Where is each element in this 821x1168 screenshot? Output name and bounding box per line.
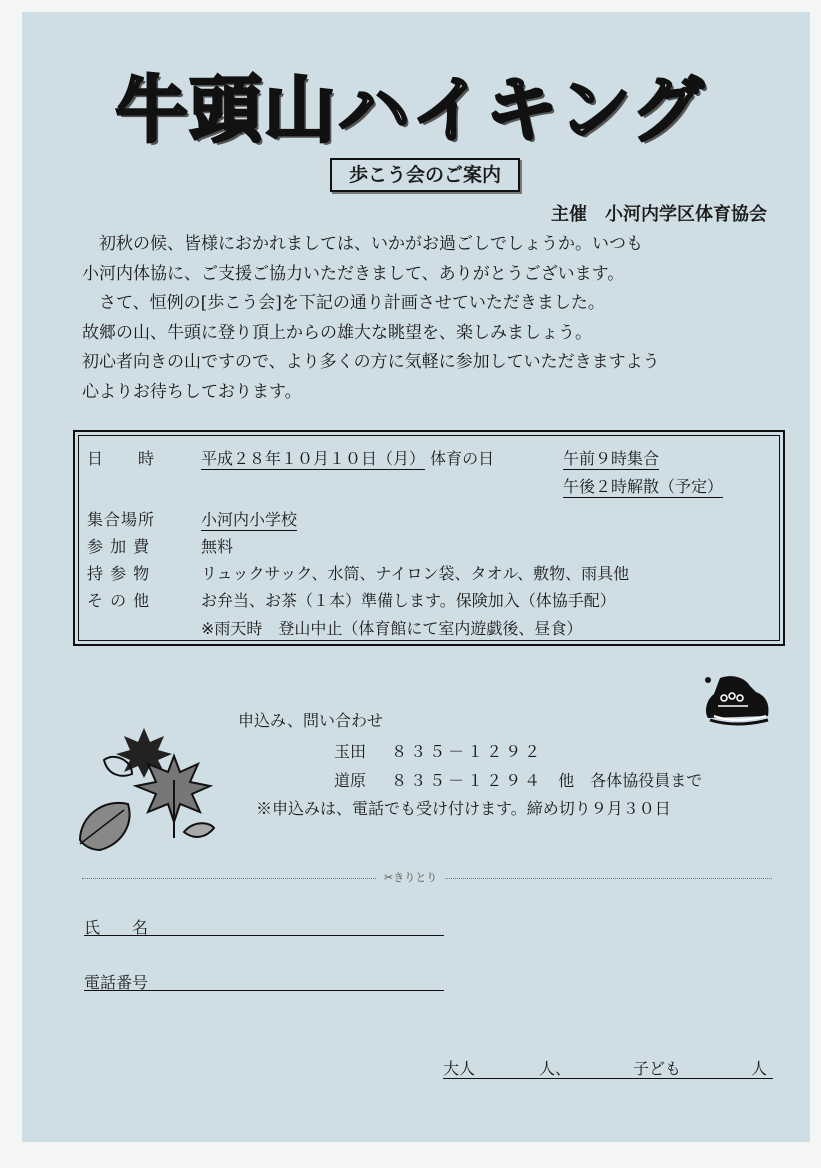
date-note: 体育の日 xyxy=(430,449,495,468)
date-value: 平成２８年１０月１０日（月） xyxy=(201,449,426,468)
date-value-wrap xyxy=(201,446,494,469)
other-label: そ の 他 xyxy=(87,591,151,610)
cut-label: ✂きりとり xyxy=(376,869,445,885)
page-title: 牛頭山ハイキング xyxy=(115,68,706,152)
fee-label: 参 加 費 xyxy=(87,537,151,556)
contact-phone-1: ８３５－１２９２ xyxy=(391,742,544,761)
date-label: 日 時 xyxy=(87,449,156,468)
intro-line: 故郷の山、牛頭に登り頂上からの雄大な眺望を、楽しみましょう。 xyxy=(82,322,592,343)
contact-line-1 xyxy=(334,739,543,762)
contact-suffix: 他 各体協役員まで xyxy=(558,771,703,790)
event-details-box xyxy=(73,430,785,646)
phone-label: 電話番号 xyxy=(84,973,149,992)
place-label: 集合場所 xyxy=(87,510,156,529)
contact-name-1: 玉田 xyxy=(334,742,367,761)
contact-phone-2: ８３５－１２９４ xyxy=(391,771,544,790)
contact-note: ※申込みは、電話でも受け付けます。締め切り９月３０日 xyxy=(256,799,671,818)
maple-leaves-illustration xyxy=(74,720,224,860)
subtitle-box: 歩こう会のご案内 xyxy=(330,158,520,192)
other-value: お弁当、お茶（１本）準備します。保険加入（体協手配） xyxy=(201,591,616,610)
children-label: 子ども xyxy=(633,1059,682,1078)
intro-line: 心よりお待ちしております。 xyxy=(82,381,302,402)
rain-note: ※雨天時 登山中止（体育館にて室内遊戯後、昼食） xyxy=(201,619,583,638)
place-value: 小河内小学校 xyxy=(201,510,298,529)
adults-unit: 人、 xyxy=(539,1059,572,1078)
intro-line: さて、恒例の[歩こう会]を下記の通り計画させていただきました。 xyxy=(82,293,605,313)
children-unit: 人 xyxy=(751,1059,768,1078)
items-label: 持 参 物 xyxy=(87,564,151,583)
participant-count-line[interactable] xyxy=(443,1056,773,1079)
dismiss-text: 午後２時解散（予定） xyxy=(563,477,724,496)
adults-label: 大人 xyxy=(443,1059,476,1078)
name-input-line[interactable] xyxy=(84,935,444,936)
intro-line: 初秋の候、皆様におかれましては、いかがお過ごしでしょうか。いつも xyxy=(82,234,643,254)
fee-value: 無料 xyxy=(201,537,234,556)
contact-heading: 申込み、問い合わせ xyxy=(238,711,383,730)
items-value: リュックサック、水筒、ナイロン袋、タオル、敷物、雨具他 xyxy=(201,564,630,583)
phone-input-line[interactable] xyxy=(84,990,444,991)
organizer: 主催 小河内学区体育協会 xyxy=(551,204,767,225)
dismiss-time xyxy=(563,474,723,497)
intro-line: 初心者向きの山ですので、より多くの方に気軽に参加していただきますよう xyxy=(82,352,660,372)
intro-line: 小河内体協に、ご支援ご協力いただきまして、ありがとうございます。 xyxy=(82,263,625,284)
name-label: 氏 名 xyxy=(84,918,149,937)
assemble-text: 午前９時集合 xyxy=(563,449,660,468)
hiking-boot-icon xyxy=(700,672,772,728)
assemble-time xyxy=(563,446,659,469)
contact-line-2 xyxy=(334,768,702,791)
contact-name-2: 道原 xyxy=(334,771,367,790)
intro-text xyxy=(82,230,782,407)
